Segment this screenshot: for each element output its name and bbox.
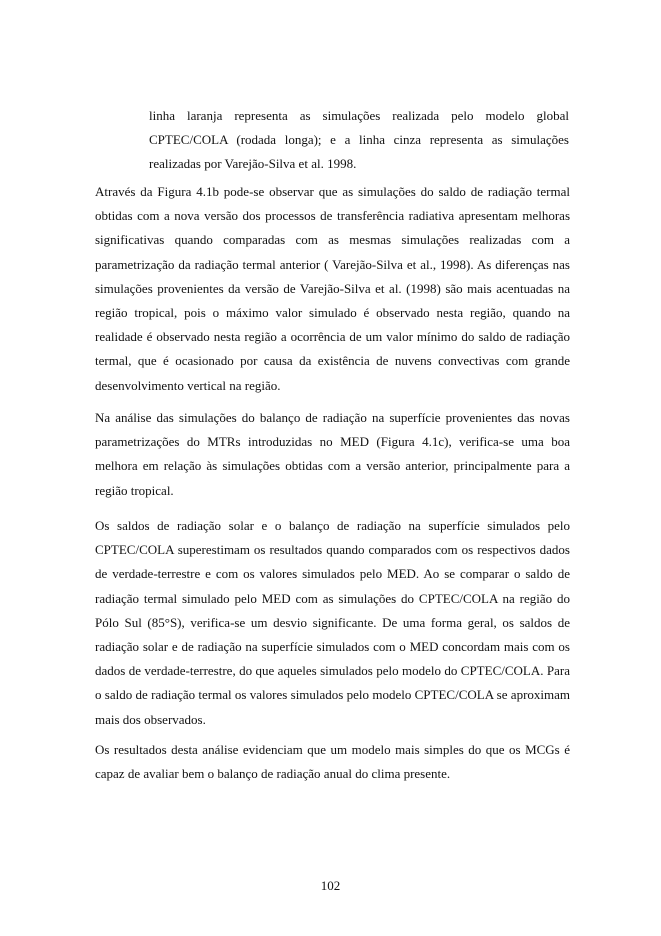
figure-caption-continuation: linha laranja representa as simulações realizada pelo modelo global CPTEC/COLA (rodada longa); e a linha cinza representa as simulações realizadas por Varejão-Silva et al. 1998. (149, 108, 569, 171)
body-paragraph-2: Na análise das simulações do balanço de radiação na superfície provenientes das novas parametrizações do MTRs introduzidas no MED (Figura 4.1c), verifica-se uma boa melhora em relação às simulações obtidas com a versão anterior, principalmente para a região tropical. (95, 410, 570, 498)
body-paragraph-4: Os resultados desta análise evidenciam que um modelo mais simples do que os MCGs é capaz de avaliar bem o balanço de radiação anual do clima presente. (95, 742, 570, 782)
body-paragraph-3: Os saldos de radiação solar e o balanço de radiação na superfície simulados pelo CPTEC/COLA superestimam os resultados quando comparados com os respectivos dados de verdade-terrestre e com os valores simulados pelo MED. Ao se comparar o saldo de radiação termal simulado pelo MED com as simulações do CPTEC/COLA na região do Pólo Sul (85°S), verifica-se um desvio significante. De uma forma geral, os saldos de radiação solar e de radiação na superfície simulados com o MED concordam mais com os dados de verdade-terrestre, do que aqueles simulados pelo modelo do CPTEC/COLA. Para o saldo de radiação termal os valores simulados pelo modelo CPTEC/COLA se aproximam mais dos observados. (95, 518, 570, 727)
page-number: 102 (320, 878, 341, 893)
body-paragraph-1: Através da Figura 4.1b pode-se observar que as simulações do saldo de radiação termal obtidas com a nova versão dos processos de transferência radiativa apresentam melhoras significativas quando comparadas com as mesmas simulações realizadas com a parametrização da radiação termal anterior ( Varejão-Silva et al., 1998). As diferenças nas simulações provenientes da versão de Varejão-Silva et al. (1998) são mais acentuadas na região tropical, pois o máximo valor simulado é observado nesta região, quando na realidade é observado nesta região a ocorrência de um valor mínimo do saldo de radiação termal, que é ocasionado por causa da existência de nuvens convectivas com grande desenvolvimento vertical na região. (95, 184, 570, 393)
